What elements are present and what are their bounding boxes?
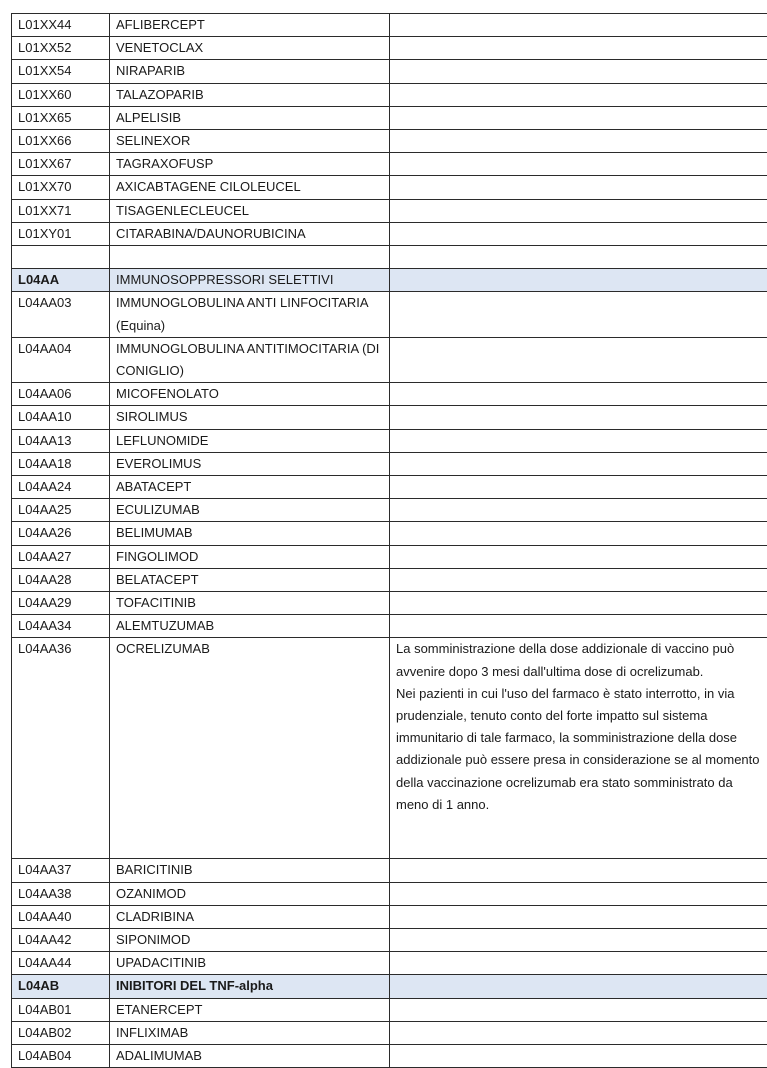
note-cell bbox=[390, 1021, 767, 1044]
atc-code: L04AA04 bbox=[12, 337, 110, 382]
atc-code: L04AB01 bbox=[12, 998, 110, 1021]
note-cell bbox=[390, 292, 767, 337]
group-code: L04AB bbox=[12, 975, 110, 998]
note-cell bbox=[390, 882, 767, 905]
table-row bbox=[12, 106, 767, 129]
atc-code: L04AA29 bbox=[12, 592, 110, 615]
atc-code: L01XX52 bbox=[12, 37, 110, 60]
table-row bbox=[12, 952, 767, 975]
note-cell: La somministrazione della dose addizionale di vaccino può avvenire dopo 3 mesi dall'ultima dose di ocrelizumab. Nei pazienti in cui l'uso del farmaco è stato interrotto, in via prudenziale, tenuto conto del forte impatto sul sistema immunitario di tale farmaco, la somministrazione della dose addizionale può essere presa in considerazione se al momento della vaccinazione ocrelizumab era stato somministrato da meno di 1 anno. bbox=[390, 638, 767, 859]
note-cell bbox=[390, 106, 767, 129]
drug-name: TALAZOPARIB bbox=[110, 83, 390, 106]
document-page bbox=[11, 13, 767, 1068]
drug-name: ADALIMUMAB bbox=[110, 1045, 390, 1068]
table-row bbox=[12, 1045, 767, 1068]
table-row bbox=[12, 476, 767, 499]
drug-name: AFLIBERCEPT bbox=[110, 14, 390, 37]
table-row bbox=[12, 14, 767, 37]
note-cell bbox=[390, 14, 767, 37]
atc-code: L04AA38 bbox=[12, 882, 110, 905]
atc-code: L01XX66 bbox=[12, 130, 110, 153]
atc-code: L01XX60 bbox=[12, 83, 110, 106]
empty-row bbox=[12, 246, 767, 269]
table-row bbox=[12, 37, 767, 60]
atc-code: L01XX54 bbox=[12, 60, 110, 83]
atc-code: L01XX44 bbox=[12, 14, 110, 37]
table-row bbox=[12, 222, 767, 245]
drug-name: AXICABTAGENE CILOLEUCEL bbox=[110, 176, 390, 199]
table-row bbox=[12, 176, 767, 199]
atc-code: L04AA06 bbox=[12, 383, 110, 406]
note-cell bbox=[390, 383, 767, 406]
note-cell bbox=[390, 1045, 767, 1068]
table-row bbox=[12, 199, 767, 222]
note-cell bbox=[390, 246, 767, 269]
atc-code: L01XX71 bbox=[12, 199, 110, 222]
drug-name: IMMUNOGLOBULINA ANTITIMOCITARIA (DI CONIGLIO) bbox=[110, 337, 390, 382]
drug-name: BELATACEPT bbox=[110, 568, 390, 591]
drug-name: ABATACEPT bbox=[110, 476, 390, 499]
note-cell bbox=[390, 522, 767, 545]
note-cell bbox=[390, 83, 767, 106]
note-cell bbox=[390, 269, 767, 292]
drug-name: SIROLIMUS bbox=[110, 406, 390, 429]
atc-code: L01XX70 bbox=[12, 176, 110, 199]
table-row bbox=[12, 452, 767, 475]
note-cell bbox=[390, 37, 767, 60]
table-row bbox=[12, 429, 767, 452]
note-cell bbox=[390, 429, 767, 452]
table-row bbox=[12, 859, 767, 882]
drug-name: LEFLUNOMIDE bbox=[110, 429, 390, 452]
note-cell bbox=[390, 929, 767, 952]
table-row bbox=[12, 592, 767, 615]
note-cell bbox=[390, 222, 767, 245]
note-cell bbox=[390, 545, 767, 568]
table-row bbox=[12, 568, 767, 591]
drug-name bbox=[110, 246, 390, 269]
drug-name: OCRELIZUMAB bbox=[110, 638, 390, 859]
table-row bbox=[12, 60, 767, 83]
note-cell bbox=[390, 406, 767, 429]
atc-code: L04AA25 bbox=[12, 499, 110, 522]
note-cell bbox=[390, 476, 767, 499]
drug-name: NIRAPARIB bbox=[110, 60, 390, 83]
table-row bbox=[12, 406, 767, 429]
drug-name: TISAGENLECLEUCEL bbox=[110, 199, 390, 222]
atc-code: L04AA28 bbox=[12, 568, 110, 591]
drug-name: CLADRIBINA bbox=[110, 905, 390, 928]
note-cell bbox=[390, 615, 767, 638]
atc-code: L04AA10 bbox=[12, 406, 110, 429]
drug-name: IMMUNOGLOBULINA ANTI LINFOCITARIA (Equina) bbox=[110, 292, 390, 337]
group-name: IMMUNOSOPPRESSORI SELETTIVI bbox=[110, 269, 390, 292]
table-row bbox=[12, 545, 767, 568]
table-row bbox=[12, 882, 767, 905]
atc-code bbox=[12, 246, 110, 269]
drug-name: INFLIXIMAB bbox=[110, 1021, 390, 1044]
note-cell bbox=[390, 568, 767, 591]
table-row bbox=[12, 638, 767, 859]
table-row bbox=[12, 383, 767, 406]
drug-name: ALEMTUZUMAB bbox=[110, 615, 390, 638]
table-row bbox=[12, 83, 767, 106]
note-cell bbox=[390, 592, 767, 615]
atc-code: L04AB04 bbox=[12, 1045, 110, 1068]
group-header-row bbox=[12, 975, 767, 998]
atc-code: L04AA13 bbox=[12, 429, 110, 452]
drug-name: ECULIZUMAB bbox=[110, 499, 390, 522]
atc-code: L04AA34 bbox=[12, 615, 110, 638]
atc-code: L04AA27 bbox=[12, 545, 110, 568]
note-cell bbox=[390, 337, 767, 382]
atc-code: L04AA40 bbox=[12, 905, 110, 928]
drug-name: VENETOCLAX bbox=[110, 37, 390, 60]
group-code: L04AA bbox=[12, 269, 110, 292]
drug-name: TAGRAXOFUSP bbox=[110, 153, 390, 176]
note-cell bbox=[390, 60, 767, 83]
group-header-row bbox=[12, 269, 767, 292]
drug-name: ETANERCEPT bbox=[110, 998, 390, 1021]
table-row bbox=[12, 615, 767, 638]
note-cell bbox=[390, 153, 767, 176]
drug-name: BARICITINIB bbox=[110, 859, 390, 882]
note-cell bbox=[390, 905, 767, 928]
atc-code: L04AA26 bbox=[12, 522, 110, 545]
drug-name: BELIMUMAB bbox=[110, 522, 390, 545]
drug-name: MICOFENOLATO bbox=[110, 383, 390, 406]
note-cell bbox=[390, 130, 767, 153]
drug-name: TOFACITINIB bbox=[110, 592, 390, 615]
table-row bbox=[12, 905, 767, 928]
table-row bbox=[12, 130, 767, 153]
group-name: INIBITORI DEL TNF-alpha bbox=[110, 975, 390, 998]
atc-code: L04AA36 bbox=[12, 638, 110, 859]
drug-name: OZANIMOD bbox=[110, 882, 390, 905]
note-cell bbox=[390, 998, 767, 1021]
atc-code: L04AA03 bbox=[12, 292, 110, 337]
atc-code: L04AA42 bbox=[12, 929, 110, 952]
note-cell bbox=[390, 952, 767, 975]
note-cell bbox=[390, 859, 767, 882]
atc-code: L04AA24 bbox=[12, 476, 110, 499]
note-cell bbox=[390, 499, 767, 522]
table-row bbox=[12, 292, 767, 337]
table-row bbox=[12, 998, 767, 1021]
table-row bbox=[12, 337, 767, 382]
atc-drug-table bbox=[11, 13, 767, 1068]
table-row bbox=[12, 153, 767, 176]
drug-name: SELINEXOR bbox=[110, 130, 390, 153]
note-cell bbox=[390, 452, 767, 475]
drug-name: EVEROLIMUS bbox=[110, 452, 390, 475]
atc-code: L01XX65 bbox=[12, 106, 110, 129]
drug-name: FINGOLIMOD bbox=[110, 545, 390, 568]
drug-name: CITARABINA/DAUNORUBICINA bbox=[110, 222, 390, 245]
atc-code: L04AA44 bbox=[12, 952, 110, 975]
atc-code: L04AB02 bbox=[12, 1021, 110, 1044]
table-row bbox=[12, 929, 767, 952]
atc-code: L01XY01 bbox=[12, 222, 110, 245]
note-cell bbox=[390, 176, 767, 199]
table-row bbox=[12, 1021, 767, 1044]
table-row bbox=[12, 499, 767, 522]
drug-name: UPADACITINIB bbox=[110, 952, 390, 975]
atc-code: L04AA18 bbox=[12, 452, 110, 475]
note-cell bbox=[390, 975, 767, 998]
table-row bbox=[12, 522, 767, 545]
atc-code: L04AA37 bbox=[12, 859, 110, 882]
atc-code: L01XX67 bbox=[12, 153, 110, 176]
drug-name: ALPELISIB bbox=[110, 106, 390, 129]
note-cell bbox=[390, 199, 767, 222]
drug-name: SIPONIMOD bbox=[110, 929, 390, 952]
